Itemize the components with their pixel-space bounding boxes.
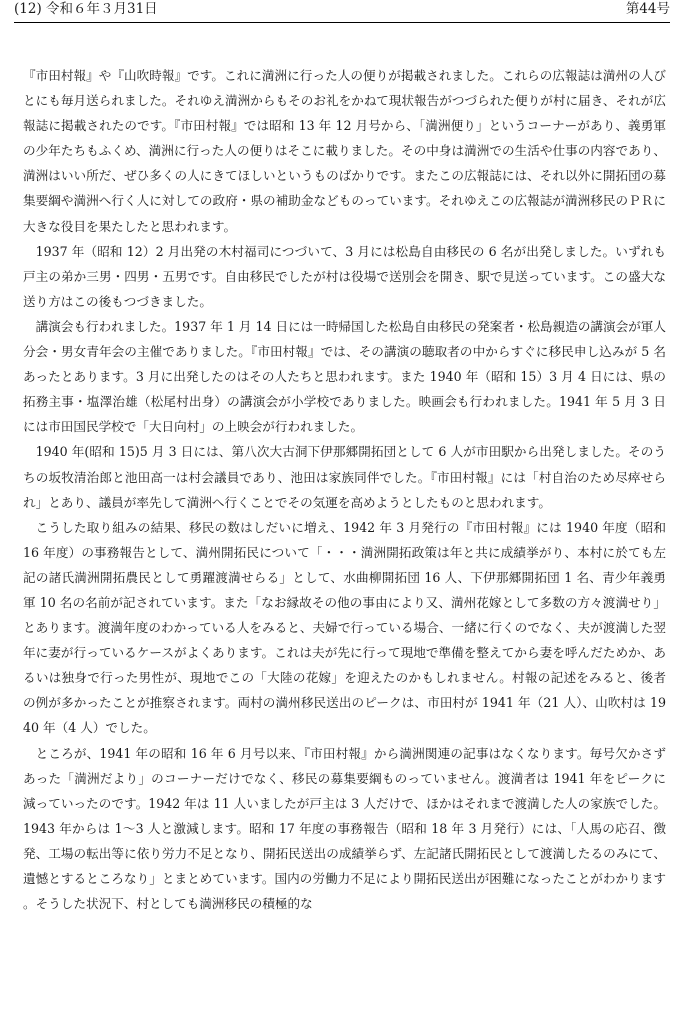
paragraph: 1937 年（昭和 12）2 月出発の木村福司につづいて、3 月には松島自由移民の 6 名が出発しました。いずれも戸主の弟か三男・四男・五男です。自由移民でしたが村は役場で送別会を開き、駅で見送っています。この盛大な送り方はこの後もつづきました。 [23,243,666,309]
paragraph: ところが、1941 年の昭和 16 年 6 月号以来、『市田村報』から満洲関連の記事はなくなります。毎号欠かさずあった「満洲だより」のコーナーだけでなく、移民の募集要綱ものっていません。渡満者は 1941 年をピークに減っていったのです。1942 年は 11 人いましたが戸主は 3 人だけで、ほかはそれまで渡満した人の家族でした。1943 年からは 1～3 人と激減します。昭和 17 年度の事務報告（昭和 18 年 3 月発行）には、「人馬の応召、徴発、工場の転出等に依り労力不足となり、開拓民送出の成績挙らず、左記諸氏開拓民として渡満したるのみにて、遺憾とするところなり」とまとめています。国内の労働力不足により開拓民送出が困難になったことがわかります。そうした状況下、村としても満洲移民の積極的な [23,745,666,912]
paragraph: 講演会も行われました。1937 年 1 月 14 日には一時帰国した松島自由移民の発案者・松島親造の講演会が軍人分会・男女青年会の主催でありました。『市田村報』では、その講演の聴取者の中からすぐに移民申し込みが 5 名あったとあります。3 月に出発したのはその人たちと思われます。また 1940 年（昭和 15）3 月 4 日には、県の拓務主事・塩澤治雄（松尾村出身）の講演会が小学校でありました。映画会も行われました。1941 年 5 月 3 日には市田国民学校で「大日向村」の上映会が行われました。 [23,318,666,435]
page-header [14,0,670,23]
paragraph: 『市田村報』や『山吹時報』です。これに満洲に行った人の便りが掲載されました。これらの広報誌は満州の人びとにも毎月送られました。それゆえ満洲からもそのお礼をかねて現状報告がつづられた便りが村に届き、それが広報誌に掲載されたのです。『市田村報』では昭和 13 年 12 月号から、「満洲便り」というコーナーがあり、義勇軍の少年たちもふくめ、満洲に行った人の便りはそこに載りました。その中身は満洲での生活や仕事の内容であり、満洲はいい所だ、ぜひ多くの人にきてほしいというものばかりです。またこの広報誌には、それ以外に開拓団の募集要綱や満洲へ行く人に対しての政府・県の補助金などものっています。それゆえこの広報誌が満洲移民のＰＲに大きな役目を果たしたと思われます。 [23,68,666,234]
paragraph: 1940 年(昭和 15)5 月 3 日には、第八次大古洞下伊那郷開拓団として 6 人が市田駅から出発しました。そのうちの坂牧清治郎と池田高一は村会議員であり、池田は家族同伴でした。『市田村報』には「村自治のため尽瘁せられ」とあり、議員が率先して満洲へ行くことでその気運を高めようとしたものと思われます。 [23,444,666,510]
issue-date: (12) 令和６年３月31日 [14,1,158,17]
issue-number: 第44号 [625,1,670,17]
article-body [23,63,666,916]
paragraph: こうした取り組みの結果、移民の数はしだいに増え、1942 年 3 月発行の『市田村報』には 1940 年度（昭和 16 年度）の事務報告として、満州開拓民について「・・・満洲開拓政策は年と共に成績挙がり、本村に於ても左記の諸氏満洲開拓農民として勇躍渡満せらる」として、水曲柳開拓団 16 人、下伊那郷開拓団 1 名、青少年義勇軍 10 名の名前が記されています。また「なお縁故その他の事由により又、満州花嫁として多数の方々渡満せり」とあります。渡満年度のわかっている人をみると、夫婦で行っている場合、一緒に行くのでなく、夫が渡満した翌年に妻が行っているケースがよくあります。これは夫が先に行って現地で準備を整えてから妻を呼んだためか、あるいは独身で行った男性が、現地でこの「大陸の花嫁」を迎えたのかもしれません。村報の記述をみると、後者の例が多かったことが推察されます。両村の満州移民送出のピークは、市田村が 1941 年（21 人）、山吹村は 1940 年（4 人）でした。 [23,519,666,736]
